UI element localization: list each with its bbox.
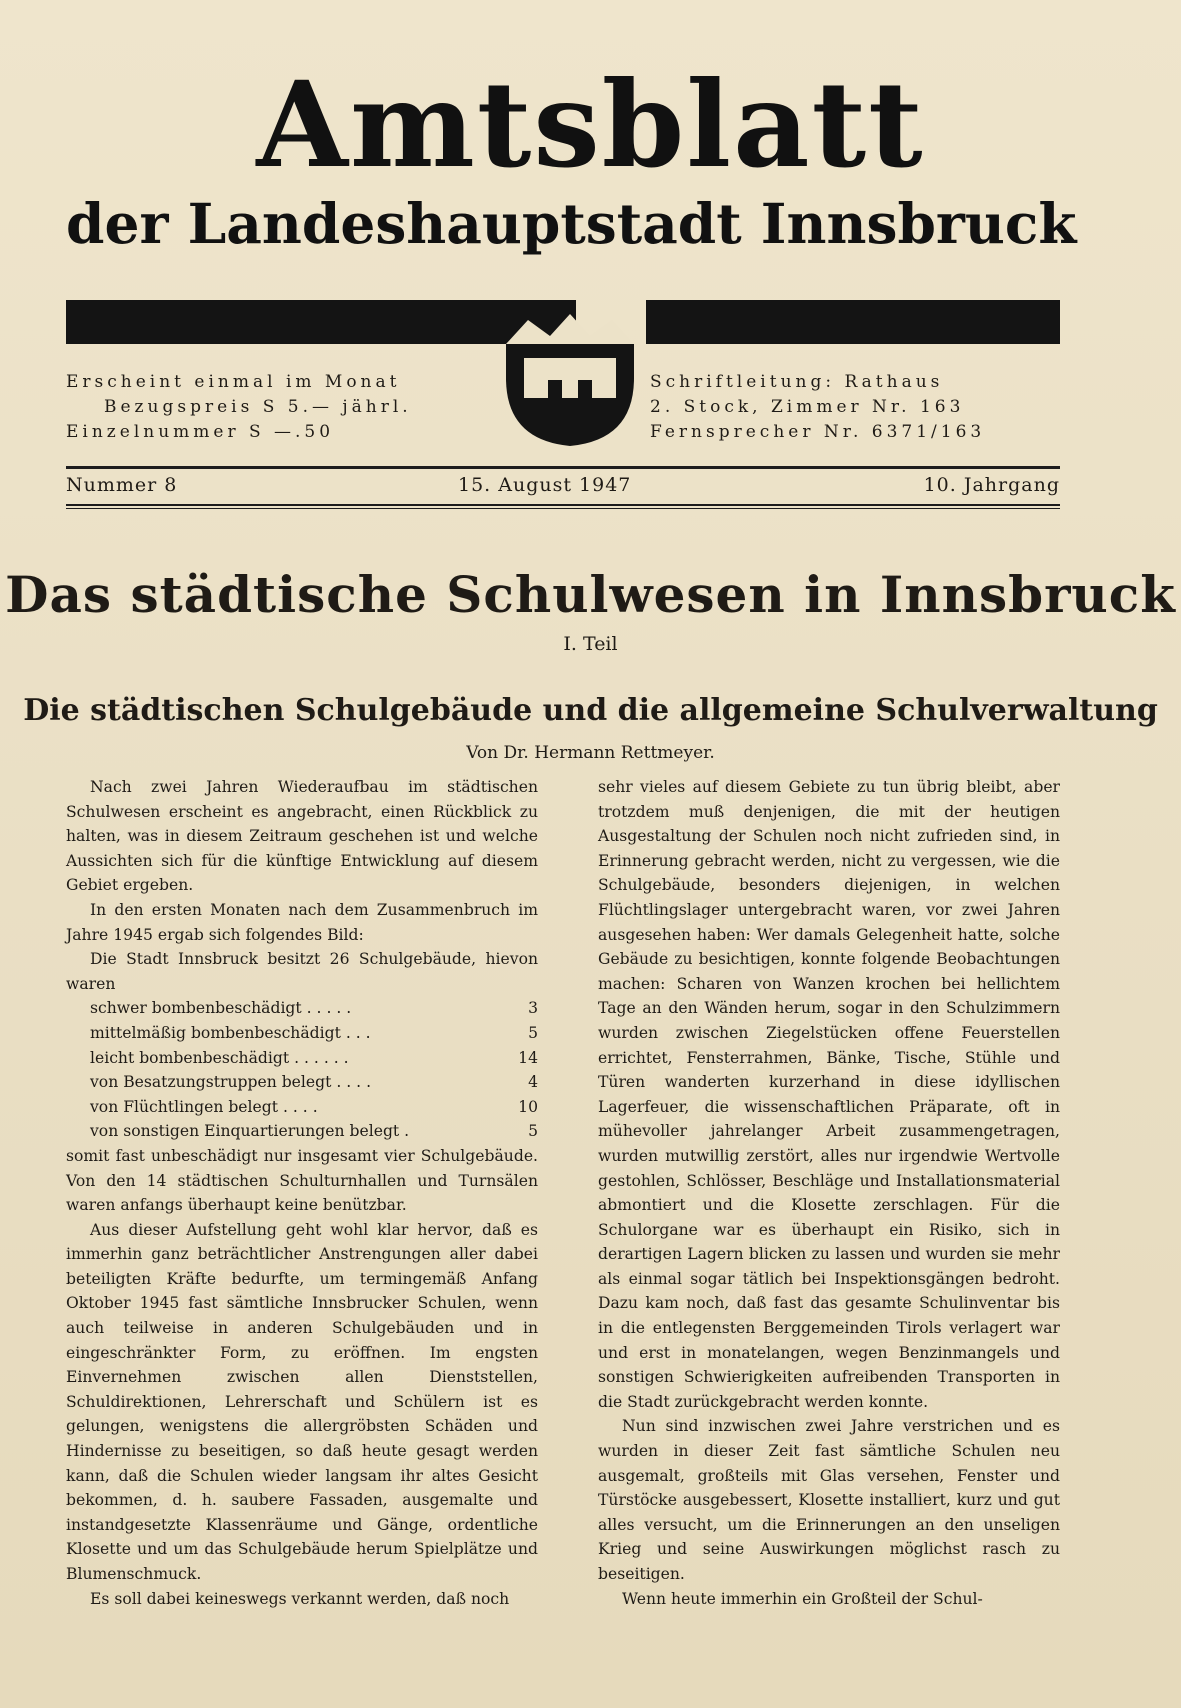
damage-statistics bbox=[66, 996, 538, 1144]
article-subheadline: Die städtischen Schulgebäude und die allgemeine Schulverwaltung bbox=[23, 693, 1158, 728]
paragraph: Aus dieser Aufstellung geht wohl klar hervor, daß es immerhin ganz beträchtlicher Anstrengungen aller dabei beteiligten Kräfte bedurfte, um termingemäß Anfang Oktober 1945 fast sämtliche Innsbrucker Schulen, wenn auch teilweise in anderen Schulgebäuden und in eingeschränkter Form, zu eröffnen. Im engsten Einvernehmen zwischen allen Dienststellen, Schuldirektionen, Lehrerschaft und Schülern ist es gelungen, wenigstens die allergröbsten Schäden und Hindernisse zu beseitigen, so daß heute gesagt werden kann, daß die Schulen wieder langsam ihr altes Gesicht bekommen, d. h. saubere Fassaden, ausgemalte und instandgesetzte Klassenräume und Gänge, ordentliche Klosette und um das Schulgebäude herum Spielplätze und Blumenschmuck. bbox=[66, 1220, 538, 1583]
paragraph: Nun sind inzwischen zwei Jahre verstrichen und es wurden in dieser Zeit fast sämtliche Schulen neu ausgemalt, großteils mit Glas versehen, Fenster und Türstöcke ausgebessert, Klosette installiert, kurz und gut alles versucht, um die Erinnerungen an den unseligen Krieg und seine Auswirkungen möglichst rasch zu beseitigen. bbox=[598, 1417, 1060, 1583]
paragraph: Die Stadt Innsbruck besitzt 26 Schulgebäude, hievon waren bbox=[66, 950, 538, 993]
stat-label: mittelmäßig bombenbeschädigt . . . bbox=[90, 1023, 371, 1042]
stat-value: 14 bbox=[518, 1048, 538, 1067]
stat-row bbox=[90, 1095, 538, 1120]
stat-label: schwer bombenbeschädigt . . . . . bbox=[90, 999, 352, 1018]
issue-date: 15. August 1947 bbox=[458, 474, 632, 496]
paragraph: Nach zwei Jahren Wiederaufbau im städtischen Schulwesen erscheint es angebracht, einen Rückblick zu halten, was in diesem Zeitraum geschehen ist und welche Aussichten sich für die künftige Entwicklung auf diesem Gebiet ergeben. bbox=[66, 778, 538, 895]
stat-label: von Besatzungstruppen belegt . . . . bbox=[90, 1073, 372, 1092]
info-line: Erscheint einmal im Monat bbox=[66, 372, 401, 392]
article-part: I. Teil bbox=[563, 633, 618, 655]
paragraph: somit fast unbeschädigt nur insgesamt vier Schulgebäude. Von den 14 städtischen Schulturnhallen und Turnsälen waren anfangs überhaupt keine benützbar. bbox=[66, 1146, 538, 1215]
stat-row bbox=[90, 1046, 538, 1071]
coat-of-arms-icon bbox=[500, 300, 640, 448]
stat-value: 3 bbox=[528, 999, 538, 1018]
issue-line bbox=[66, 474, 1060, 496]
divider bbox=[66, 466, 1060, 469]
paragraph: In den ersten Monaten nach dem Zusammenbruch im Jahre 1945 ergab sich folgendes Bild: bbox=[66, 900, 538, 944]
divider bbox=[66, 508, 1060, 509]
masthead-subtitle: der Landeshauptstadt Innsbruck bbox=[66, 191, 1077, 256]
stat-value: 4 bbox=[528, 1073, 538, 1092]
stat-row bbox=[90, 1070, 538, 1095]
stat-label: von Flüchtlingen belegt . . . . bbox=[90, 1097, 318, 1116]
stat-value: 10 bbox=[518, 1097, 538, 1116]
article-headline: Das städtische Schulwesen in Innsbruck bbox=[5, 565, 1176, 624]
paragraph: Wenn heute immerhin ein Großteil der Schul- bbox=[622, 1589, 983, 1608]
paragraph: sehr vieles auf diesem Gebiete zu tun übrig bleibt, aber trotzdem muß denjenigen, die mit der heutigen Ausgestaltung der Schulen noch nicht zufrieden sind, in Erinnerung gebracht werden, nicht zu vergessen, wie die Schulgebäude, besonders diejenigen, in welchen Flüchtlingslager untergebracht waren, vor zwei Jahren ausgesehen haben: Wer damals Gelegenheit hatte, solche Gebäude zu besichtigen, konnte folgende Beobachtungen machen: Scharen von Wanzen krochen bei hellichtem Tage an den Wänden herum, sogar in den Schulzimmern wurden zwischen Ziegelstücken offene Feuerstellen errichtet, Fensterrahmen, Bänke, Tische, Stühle und Türen wanderten kurzerhand in diese idyllischen Lagerfeuer, die wissenschaftlichen Präparate, oft in mühevoller jahrelanger Arbeit zusammengetragen, wurden mutwillig zerstört, alles nur irgendwie Wertvolle gestohlen, Schlösser, Beschläge und Installationsmaterial abmontiert und die Klosette zerschlagen. Für die Schulorgane war es überhaupt ein Risiko, sich in derartigen Lagern blicken zu lassen und wurden sie mehr als einmal sogar tätlich bei Inspektionsgängen bedroht. Dazu kam noch, daß fast das gesamte Schulinventar bis in die entlegensten Berggemeinden Tirols verlagert war und erst in monatelangen, wegen Benzinmangels und sonstigen Schwierigkeiten aufreibenden Transporten in die Stadt zurückgebracht werden konnte. bbox=[598, 778, 1060, 1411]
info-line: Schriftleitung: Rathaus bbox=[650, 372, 944, 392]
article-column-left bbox=[66, 775, 538, 1611]
article-column-right bbox=[598, 775, 1060, 1611]
masthead-title: Amtsblatt bbox=[256, 55, 925, 194]
stat-value: 5 bbox=[528, 1122, 538, 1141]
info-line: Einzelnummer S —.50 bbox=[66, 422, 335, 442]
info-line: Bezugspreis S 5.— jährl. bbox=[104, 397, 412, 417]
paragraph: Es soll dabei keineswegs verkannt werden, daß noch bbox=[90, 1589, 510, 1608]
issue-number: Nummer 8 bbox=[66, 474, 178, 496]
stat-value: 5 bbox=[528, 1023, 538, 1042]
info-line: 2. Stock, Zimmer Nr. 163 bbox=[650, 397, 965, 417]
editorial-info bbox=[650, 370, 1070, 445]
masthead-band-right bbox=[646, 300, 1060, 344]
publication-info bbox=[66, 370, 466, 445]
stat-label: von sonstigen Einquartierungen belegt . bbox=[90, 1122, 410, 1141]
info-line: Fernsprecher Nr. 6371/163 bbox=[650, 422, 986, 442]
stat-row bbox=[90, 1119, 538, 1144]
stat-row bbox=[90, 996, 538, 1021]
article-byline: Von Dr. Hermann Rettmeyer. bbox=[466, 743, 715, 763]
divider bbox=[66, 504, 1060, 506]
stat-row bbox=[90, 1021, 538, 1046]
issue-volume: 10. Jahrgang bbox=[923, 474, 1060, 496]
stat-label: leicht bombenbeschädigt . . . . . . bbox=[90, 1048, 349, 1067]
